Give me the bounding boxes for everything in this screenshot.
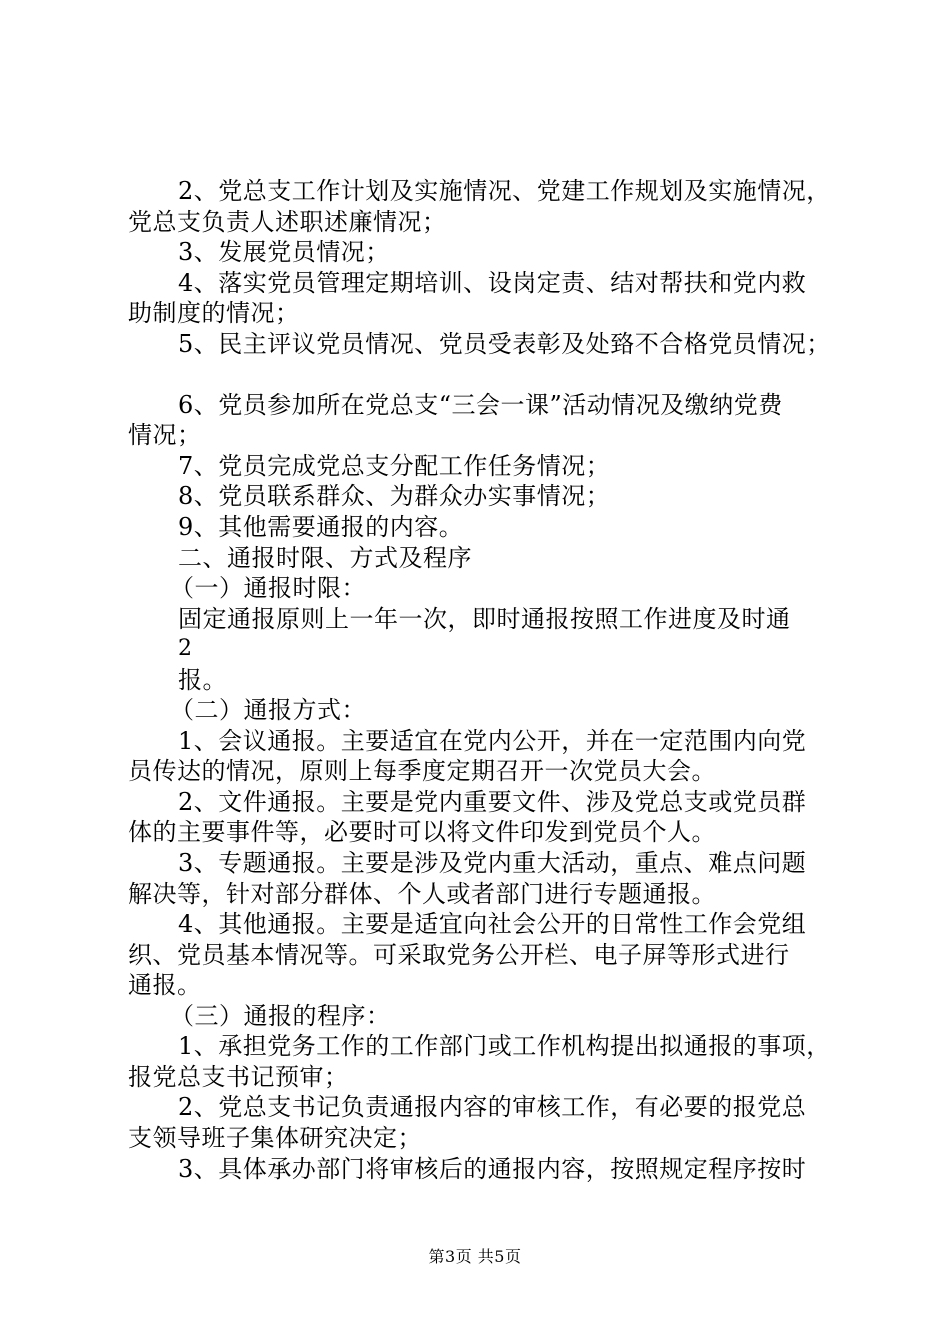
paragraph-line: 2、党总支工作计划及实施情况、党建工作规划及实施情况，: [178, 177, 831, 205]
paragraph-line: 党总支负责人述职述廉情况；: [128, 207, 447, 236]
page-footer: 第3页 共5页: [428, 1247, 522, 1266]
paragraph-line: 报。: [178, 665, 227, 694]
paragraph-line: 1、会议通报。主要适宜在党内公开，并在一定范围内向党: [178, 726, 807, 755]
paragraph-line: 1、承担党务工作的工作部门或工作机构提出拟通报的事项，: [178, 1032, 831, 1061]
paragraph-line: 3、发展党员情况；: [178, 238, 390, 267]
paragraph-line: 4、落实党员管理定期培训、设岗定责、结对帮扶和党内救: [178, 268, 807, 297]
paragraph-line: 体的主要事件等，必要时可以将文件印发到党员个人。: [128, 818, 716, 847]
section-heading: 二、通报时限、方式及程序: [178, 543, 472, 572]
paragraph-line: 6、党员参加所在党总支“三会一课”活动情况及缴纳党费: [178, 390, 783, 419]
inline-page-number: 2: [178, 636, 193, 662]
paragraph-line: 报党总支书记预审；: [128, 1062, 349, 1091]
paragraph-line: 通报。: [128, 971, 202, 1000]
subsection-heading: （二）通报方式：: [170, 696, 366, 725]
paragraph-line: 7、党员完成党总支分配工作任务情况；: [178, 451, 611, 480]
paragraph-line: 员传达的情况，原则上每季度定期召开一次党员大会。: [128, 757, 716, 786]
paragraph-line: 4、其他通报。主要是适宜向社会公开的日常性工作会党组: [178, 910, 807, 939]
paragraph-line: 助制度的情况；: [128, 299, 300, 328]
paragraph-line: 2、文件通报。主要是党内重要文件、涉及党总支或党员群: [178, 787, 807, 816]
subsection-heading: （一）通报时限：: [170, 574, 366, 603]
subsection-heading: （三）通报的程序：: [170, 1001, 391, 1030]
paragraph-line: 8、党员联系群众、为群众办实事情况；: [178, 482, 611, 511]
paragraph-line: 支领导班子集体研究决定；: [128, 1123, 422, 1152]
paragraph-line: 织、党员基本情况等。可采取党务公开栏、电子屏等形式进行: [128, 940, 790, 969]
paragraph-line: 解决等，针对部分群体、个人或者部门进行专题通报。: [128, 879, 716, 908]
blank-line: [128, 359, 843, 390]
paragraph-line: 9、其他需要通报的内容。: [178, 513, 464, 542]
document-body: [128, 176, 843, 1184]
paragraph-line: 3、具体承办部门将审核后的通报内容，按照规定程序按时: [178, 1154, 807, 1183]
paragraph-line: 3、专题通报。主要是涉及党内重大活动，重点、难点问题: [178, 849, 807, 878]
paragraph-line: 情况；: [128, 421, 202, 450]
paragraph-line: 固定通报原则上一年一次，即时通报按照工作进度及时通: [178, 604, 791, 633]
paragraph-line: 2、党总支书记负责通报内容的审核工作，有必要的报党总: [178, 1093, 807, 1122]
paragraph-line: 5、民主评议党员情况、党员受表彰及处臵不合格党员情况；: [178, 329, 831, 358]
